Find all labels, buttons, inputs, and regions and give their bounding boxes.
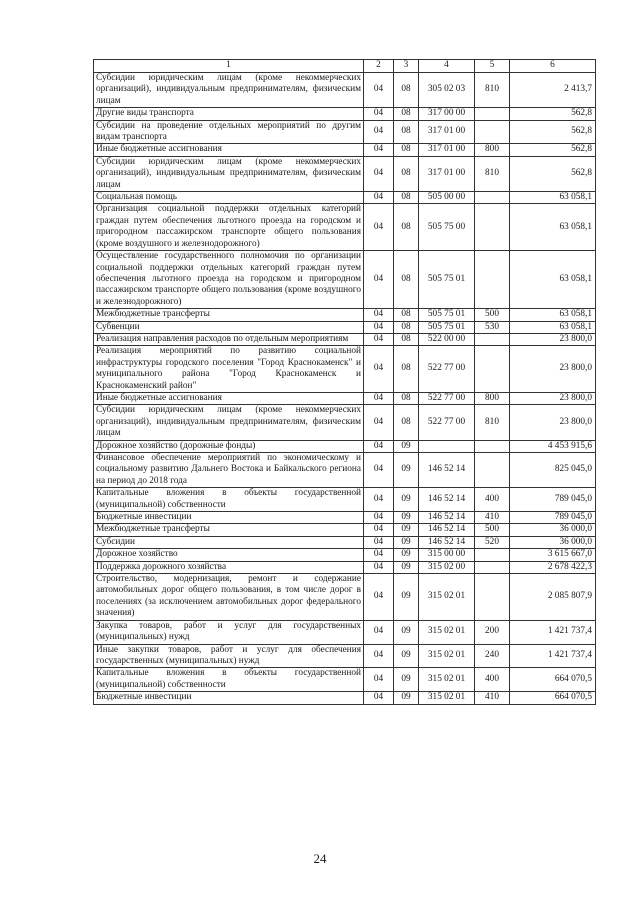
row-name: Иные закупки товаров, работ и услуг для обеспечения государственных (муниципальных) нужд — [94, 644, 364, 668]
row-subsection: 09 — [394, 692, 419, 704]
row-section: 04 — [364, 620, 394, 644]
row-expense-type: 500 — [475, 524, 510, 536]
row-name: Капитальные вложения в объекты государственной (муниципальной) собственности — [94, 488, 364, 512]
row-expense-type — [475, 251, 510, 309]
row-subsection: 08 — [394, 309, 419, 321]
row-target-article: 315 02 00 — [419, 561, 475, 573]
row-target-article: 146 52 14 — [419, 536, 475, 548]
row-name: Субсидии юридическим лицам (кроме некоммерческих организаций), индивидуальным предпринимателям, физическим лицам — [94, 405, 364, 440]
row-section: 04 — [364, 524, 394, 536]
row-section: 04 — [364, 692, 394, 704]
table-row — [94, 251, 596, 309]
budget-table — [93, 59, 596, 705]
table-row — [94, 392, 596, 404]
row-amount: 789 045,0 — [510, 512, 596, 524]
row-section: 04 — [364, 561, 394, 573]
row-target-article: 146 52 14 — [419, 524, 475, 536]
table-row — [94, 346, 596, 393]
table-row — [94, 524, 596, 536]
row-target-article: 315 02 01 — [419, 574, 475, 621]
row-section: 04 — [364, 120, 394, 144]
row-subsection: 08 — [394, 73, 419, 108]
row-target-article: 315 02 01 — [419, 620, 475, 644]
row-name: Субсидии юридическим лицам (кроме некоммерческих организаций), индивидуальным предпринимателям, физическим лицам — [94, 156, 364, 191]
row-target-article: 315 02 01 — [419, 668, 475, 692]
row-target-article: 146 52 14 — [419, 512, 475, 524]
row-subsection: 08 — [394, 192, 419, 204]
row-expense-type — [475, 346, 510, 393]
row-subsection: 08 — [394, 251, 419, 309]
row-amount: 63 058,1 — [510, 321, 596, 333]
row-name: Финансовое обеспечение мероприятий по экономическому и социальному развитию Дальнего Востока и Байкальского региона на период до 2018 года — [94, 453, 364, 488]
table-row — [94, 644, 596, 668]
table-row — [94, 440, 596, 452]
row-target-article: 505 75 01 — [419, 251, 475, 309]
header-col-6: 6 — [510, 60, 596, 73]
row-name: Социальная помощь — [94, 192, 364, 204]
table-row — [94, 204, 596, 251]
row-section: 04 — [364, 405, 394, 440]
row-target-article: 505 75 01 — [419, 309, 475, 321]
table-row — [94, 108, 596, 120]
row-section: 04 — [364, 73, 394, 108]
table-header-row — [94, 60, 596, 73]
row-amount: 664 070,5 — [510, 692, 596, 704]
header-col-2: 2 — [364, 60, 394, 73]
row-subsection: 09 — [394, 440, 419, 452]
table-row — [94, 73, 596, 108]
row-section: 04 — [364, 644, 394, 668]
row-target-article: 317 01 00 — [419, 120, 475, 144]
row-target-article: 146 52 14 — [419, 488, 475, 512]
row-subsection: 08 — [394, 405, 419, 440]
row-amount: 562,8 — [510, 156, 596, 191]
header-col-5: 5 — [475, 60, 510, 73]
row-amount: 63 058,1 — [510, 192, 596, 204]
row-expense-type: 500 — [475, 309, 510, 321]
row-target-article: 522 77 00 — [419, 346, 475, 393]
row-amount: 36 000,0 — [510, 524, 596, 536]
table-row — [94, 561, 596, 573]
table-row — [94, 309, 596, 321]
row-name: Субсидии юридическим лицам (кроме некоммерческих организаций), индивидуальным предпринимателям, физическим лицам — [94, 73, 364, 108]
row-section: 04 — [364, 204, 394, 251]
row-expense-type — [475, 561, 510, 573]
row-amount: 825 045,0 — [510, 453, 596, 488]
row-subsection: 09 — [394, 620, 419, 644]
table-row — [94, 512, 596, 524]
row-name: Организация социальной поддержки отдельных категорий граждан путем обеспечения льготного проезда на городском и пригородном пассажирском транспорте общего пользования (кроме воздушного и железнодорожного) — [94, 204, 364, 251]
row-section: 04 — [364, 574, 394, 621]
table-row — [94, 405, 596, 440]
row-subsection: 08 — [394, 321, 419, 333]
row-subsection: 09 — [394, 536, 419, 548]
row-name: Межбюджетные трансферты — [94, 309, 364, 321]
row-section: 04 — [364, 108, 394, 120]
row-amount: 23 800,0 — [510, 405, 596, 440]
row-section: 04 — [364, 192, 394, 204]
row-section: 04 — [364, 668, 394, 692]
row-subsection: 09 — [394, 524, 419, 536]
row-expense-type: 400 — [475, 488, 510, 512]
row-name: Реализация направления расходов по отдельным мероприятиям — [94, 333, 364, 345]
row-target-article: 522 77 00 — [419, 392, 475, 404]
row-expense-type: 520 — [475, 536, 510, 548]
row-expense-type — [475, 108, 510, 120]
row-expense-type: 810 — [475, 156, 510, 191]
row-amount: 36 000,0 — [510, 536, 596, 548]
row-subsection: 09 — [394, 644, 419, 668]
table-row — [94, 668, 596, 692]
row-section: 04 — [364, 392, 394, 404]
row-amount: 2 678 422,3 — [510, 561, 596, 573]
row-subsection: 08 — [394, 204, 419, 251]
row-target-article: 317 01 00 — [419, 144, 475, 156]
row-section: 04 — [364, 156, 394, 191]
row-subsection: 09 — [394, 549, 419, 561]
row-name: Субсидии на проведение отдельных мероприятий по другим видам транспорта — [94, 120, 364, 144]
row-section: 04 — [364, 346, 394, 393]
row-name: Бюджетные инвестиции — [94, 692, 364, 704]
table-row — [94, 156, 596, 191]
row-expense-type: 810 — [475, 405, 510, 440]
row-amount: 63 058,1 — [510, 309, 596, 321]
row-expense-type: 200 — [475, 620, 510, 644]
row-amount: 664 070,5 — [510, 668, 596, 692]
row-amount: 23 800,0 — [510, 346, 596, 393]
row-expense-type: 410 — [475, 692, 510, 704]
row-name: Субсидии — [94, 536, 364, 548]
row-target-article: 305 02 03 — [419, 73, 475, 108]
row-subsection: 08 — [394, 346, 419, 393]
header-col-1: 1 — [94, 60, 364, 73]
row-name: Иные бюджетные ассигнования — [94, 392, 364, 404]
row-amount: 3 615 667,0 — [510, 549, 596, 561]
row-expense-type — [475, 192, 510, 204]
row-subsection: 08 — [394, 120, 419, 144]
row-expense-type: 800 — [475, 392, 510, 404]
row-subsection: 09 — [394, 453, 419, 488]
row-expense-type — [475, 333, 510, 345]
row-expense-type: 240 — [475, 644, 510, 668]
row-target-article: 505 75 01 — [419, 321, 475, 333]
row-section: 04 — [364, 440, 394, 452]
row-target-article: 317 00 00 — [419, 108, 475, 120]
row-section: 04 — [364, 549, 394, 561]
row-target-article — [419, 440, 475, 452]
row-expense-type: 530 — [475, 321, 510, 333]
table-body — [94, 60, 596, 705]
row-subsection: 09 — [394, 488, 419, 512]
row-subsection: 08 — [394, 333, 419, 345]
row-name: Дорожное хозяйство — [94, 549, 364, 561]
row-target-article: 505 75 00 — [419, 204, 475, 251]
row-amount: 562,8 — [510, 108, 596, 120]
row-name: Капитальные вложения в объекты государственной (муниципальной) собственности — [94, 668, 364, 692]
header-col-4: 4 — [419, 60, 475, 73]
row-target-article: 522 00 00 — [419, 333, 475, 345]
row-name: Строительство, модернизация, ремонт и содержание автомобильных дорог общего пользования, в том числе дорог в поселениях (за исключением автомобильных дорог федерального значения) — [94, 574, 364, 621]
row-subsection: 09 — [394, 668, 419, 692]
table-row — [94, 120, 596, 144]
row-section: 04 — [364, 453, 394, 488]
row-expense-type: 410 — [475, 512, 510, 524]
row-section: 04 — [364, 333, 394, 345]
row-name: Другие виды транспорта — [94, 108, 364, 120]
table-row — [94, 692, 596, 704]
table-row — [94, 620, 596, 644]
row-expense-type — [475, 549, 510, 561]
row-expense-type — [475, 453, 510, 488]
row-target-article: 315 02 01 — [419, 644, 475, 668]
header-col-3: 3 — [394, 60, 419, 73]
row-expense-type — [475, 574, 510, 621]
row-name: Субвенции — [94, 321, 364, 333]
row-target-article: 315 02 01 — [419, 692, 475, 704]
row-amount: 562,8 — [510, 144, 596, 156]
row-amount: 562,8 — [510, 120, 596, 144]
row-subsection: 08 — [394, 144, 419, 156]
row-target-article: 146 52 14 — [419, 453, 475, 488]
row-subsection: 09 — [394, 561, 419, 573]
row-subsection: 09 — [394, 574, 419, 621]
row-amount: 63 058,1 — [510, 251, 596, 309]
row-subsection: 08 — [394, 392, 419, 404]
row-subsection: 09 — [394, 512, 419, 524]
table-row — [94, 192, 596, 204]
row-expense-type — [475, 440, 510, 452]
row-expense-type — [475, 204, 510, 251]
table-row — [94, 321, 596, 333]
row-section: 04 — [364, 144, 394, 156]
table-row — [94, 488, 596, 512]
row-target-article: 522 77 00 — [419, 405, 475, 440]
row-amount: 1 421 737,4 — [510, 620, 596, 644]
row-name: Осуществление государственного полномочия по организации социальной поддержки отдельных категорий граждан путем обеспечения льготного проезда на городском и пригородном пассажирском транспорте общего пользования (кроме воздушного и железнодорожного) — [94, 251, 364, 309]
row-name: Межбюджетные трансферты — [94, 524, 364, 536]
row-amount: 2 413,7 — [510, 73, 596, 108]
table-row — [94, 574, 596, 621]
row-amount: 2 085 807,9 — [510, 574, 596, 621]
row-name: Реализация мероприятий по развитию социальной инфраструктуры городского поселения "Город Краснокаменск" и муниципального района "Город Краснокаменск и Краснокаменский район" — [94, 346, 364, 393]
row-target-article: 317 01 00 — [419, 156, 475, 191]
row-subsection: 08 — [394, 108, 419, 120]
row-subsection: 08 — [394, 156, 419, 191]
row-amount: 23 800,0 — [510, 333, 596, 345]
row-section: 04 — [364, 321, 394, 333]
page-number: 24 — [313, 851, 327, 866]
row-amount: 1 421 737,4 — [510, 644, 596, 668]
row-expense-type: 810 — [475, 73, 510, 108]
row-expense-type: 800 — [475, 144, 510, 156]
row-section: 04 — [364, 536, 394, 548]
row-name: Дорожное хозяйство (дорожные фонды) — [94, 440, 364, 452]
row-section: 04 — [364, 488, 394, 512]
row-section: 04 — [364, 251, 394, 309]
row-name: Поддержка дорожного хозяйства — [94, 561, 364, 573]
row-target-article: 505 00 00 — [419, 192, 475, 204]
row-amount: 23 800,0 — [510, 392, 596, 404]
table-row — [94, 536, 596, 548]
table-row — [94, 549, 596, 561]
row-name: Бюджетные инвестиции — [94, 512, 364, 524]
row-amount: 789 045,0 — [510, 488, 596, 512]
row-section: 04 — [364, 512, 394, 524]
row-target-article: 315 00 00 — [419, 549, 475, 561]
table-row — [94, 144, 596, 156]
table-row — [94, 453, 596, 488]
row-expense-type: 400 — [475, 668, 510, 692]
row-name: Иные бюджетные ассигнования — [94, 144, 364, 156]
row-amount: 63 058,1 — [510, 204, 596, 251]
table-row — [94, 333, 596, 345]
row-section: 04 — [364, 309, 394, 321]
row-amount: 4 453 915,6 — [510, 440, 596, 452]
row-name: Закупка товаров, работ и услуг для государственных (муниципальных) нужд — [94, 620, 364, 644]
row-expense-type — [475, 120, 510, 144]
